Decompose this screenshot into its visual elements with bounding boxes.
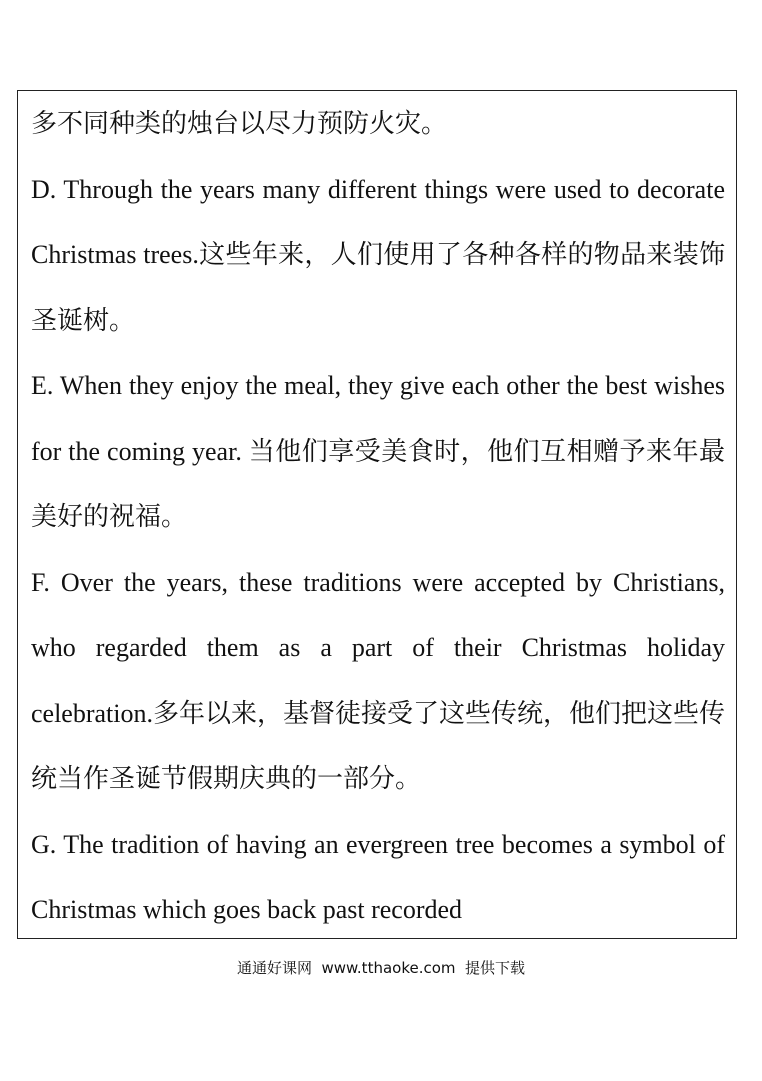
document-frame [17, 90, 737, 939]
paragraph-option-g: G. The tradition of having an evergreen tree becomes a symbol of Christmas which goes back past recorded [31, 829, 725, 924]
page-footer: 通通好课网 www.tthaoke.com 提供下载 [236, 959, 526, 977]
paragraph-c-continued: 多不同种类的烛台以尽力预防火灾。 [31, 109, 448, 138]
paragraph-option-d: D. Through the years many different things were used to decorate Christmas trees.这些年来，人们使用了各种各样的物品来装饰圣诞树。 [31, 174, 725, 335]
document-body [31, 91, 725, 939]
paragraph-option-e: E. When they enjoy the meal, they give each other the best wishes for the coming year. 当他们享受美食时，他们互相赠予来年最美好的祝福。 [31, 371, 725, 531]
paragraph-option-f: F. Over the years, these traditions were accepted by Christians, who regarded them as a part of their Christmas holiday celebration.多年以来，基督徒接受了这些传统，他们把这些传统当作圣诞节假期庆典的一部分。 [31, 567, 725, 793]
